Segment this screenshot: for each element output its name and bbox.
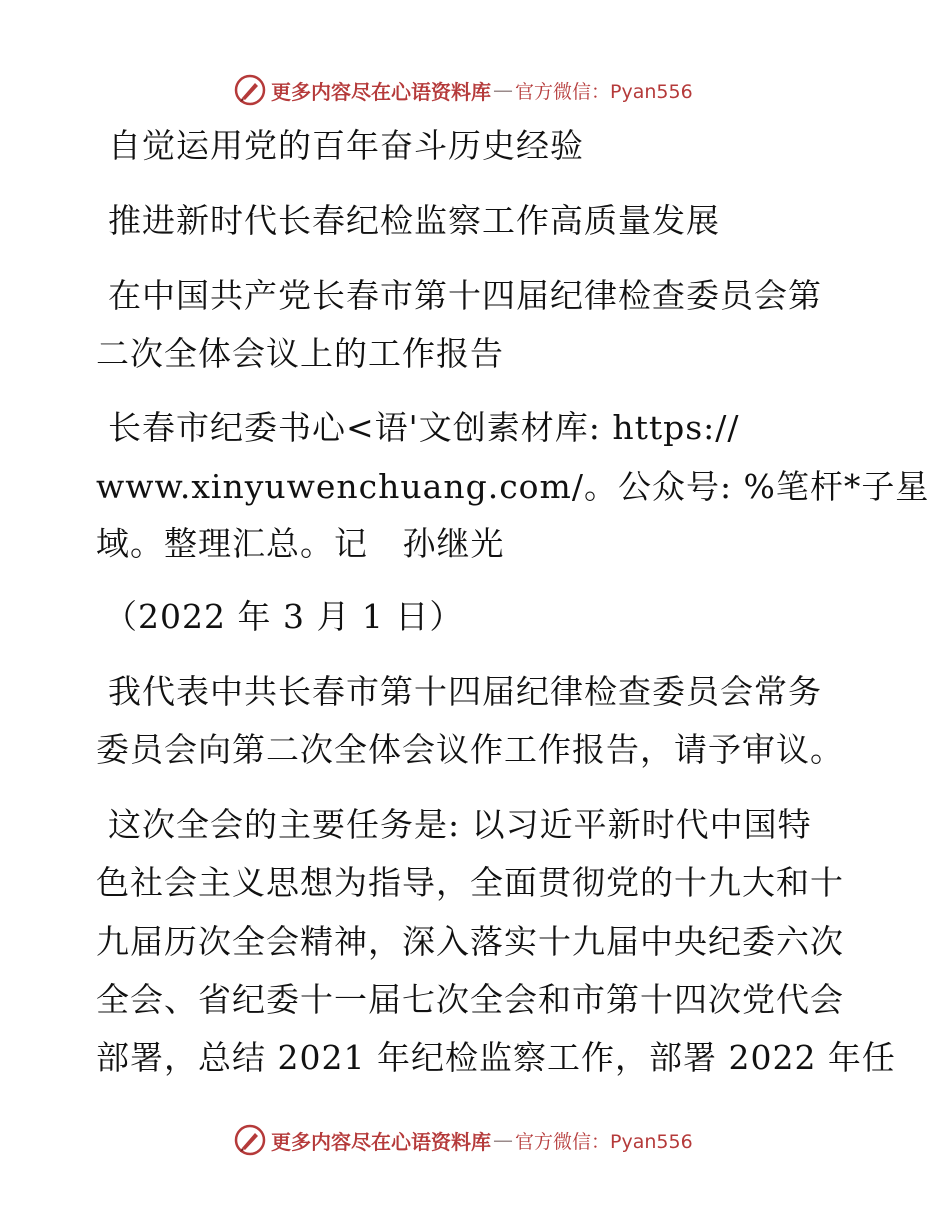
subtitle-line-1: 在中国共产党长春市第十四届纪律检查委员会第 (108, 276, 822, 315)
paragraph-1-line-1: 我代表中共长春市第十四届纪律检查委员会常务 (108, 672, 822, 711)
banner-site-text: 更多内容尽在心语资料库 (271, 1129, 491, 1154)
banner-content (233, 72, 693, 108)
header-banner (0, 70, 950, 110)
title-line-1: 自觉运用党的百年奋斗历史经验 (108, 126, 584, 165)
title-line-2: 推进新时代长春纪检监察工作高质量发展 (108, 201, 720, 240)
footer-banner (0, 1120, 950, 1160)
paragraph-2-line-1: 这次全会的主要任务是: 以习近平新时代中国特 (108, 805, 812, 844)
paragraph-2-line-3: 九届历次全会精神，深入落实十九届中央纪委六次 (96, 922, 844, 961)
paragraph-2-line-4: 全会、省纪委十一届七次全会和市第十四次党代会 (96, 980, 844, 1019)
author-line-3: 域。整理汇总。记 孙继光 (96, 524, 505, 563)
pen-logo-icon (233, 1123, 267, 1157)
banner-wechat-text: 官方微信：Pyan556 (515, 1130, 693, 1153)
banner-separator: — (493, 1128, 513, 1152)
pen-logo-icon (233, 73, 267, 107)
subtitle-line-2: 二次全体会议上的工作报告 (96, 334, 504, 373)
report-date: （2022 年 3 月 1 日） (104, 597, 464, 636)
banner-wechat-text: 官方微信：Pyan556 (515, 80, 693, 103)
paragraph-2-line-2: 色社会主义思想为指导，全面贯彻党的十九大和十 (96, 863, 844, 902)
author-line-1: 长春市纪委书心<语'文创素材库: https:// (108, 408, 740, 447)
banner-site-text: 更多内容尽在心语资料库 (271, 79, 491, 104)
banner-content (233, 1122, 693, 1158)
author-line-2: www.xinyuwenchuang.com/。公众号: %笔杆*子星 (96, 467, 930, 506)
banner-separator: — (493, 78, 513, 102)
paragraph-2-line-5: 部署，总结 2021 年纪检监察工作，部署 2022 年任 (96, 1038, 896, 1077)
paragraph-1-line-2: 委员会向第二次全体会议作工作报告，请予审议。 (96, 730, 844, 769)
